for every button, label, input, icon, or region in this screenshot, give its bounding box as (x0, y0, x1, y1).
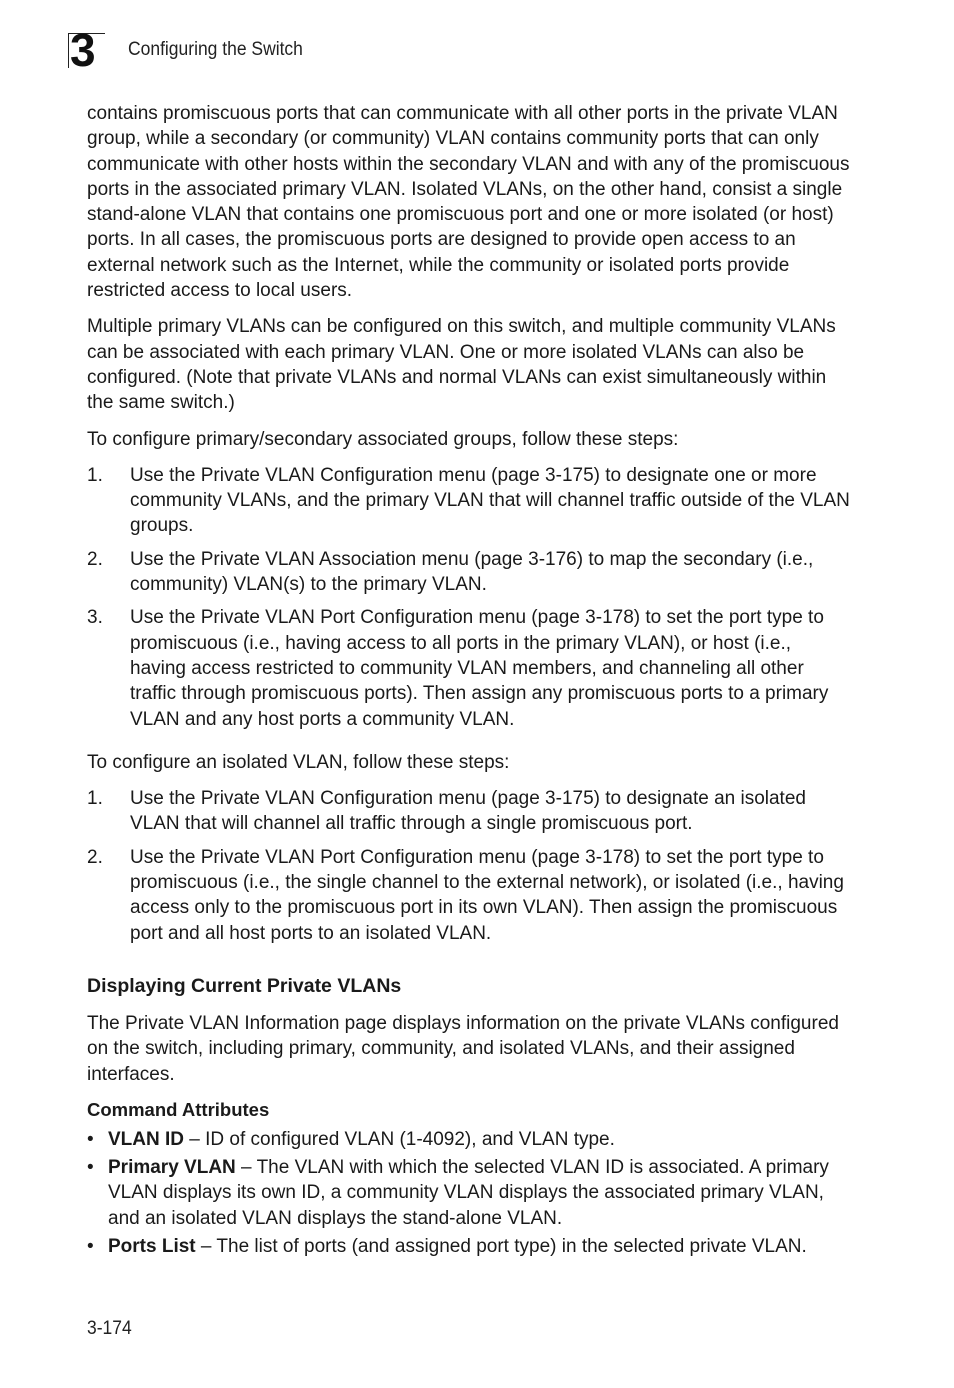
page-number: 3-174 (87, 1318, 132, 1339)
list-item (87, 1155, 852, 1231)
attribute-term: Primary VLAN (108, 1157, 236, 1179)
step-text: Use the Private VLAN Port Configuration menu (page 3-178) to set the port type to promiscuous (i.e., having access to all ports in the primary VLAN), or host (i.e., having access restricted to community VLAN members, and channeling all other traffic through promiscuous ports). Then assign any promiscuous ports to a primary VLAN and any host ports a community VLAN. (130, 607, 829, 730)
multiple-vlans-paragraph: Multiple primary VLANs can be configured on this switch, and multiple community VLANs can be associated with each primary VLAN. One or more isolated VLANs can also be configured. (Note that private VLANs and normal VLANs can exist simultaneously within the same switch.) (87, 316, 836, 414)
step-number: 2. (87, 846, 103, 868)
list-item (87, 1127, 852, 1152)
bullet-icon: • (87, 1235, 94, 1257)
running-title: Configuring the Switch (128, 39, 303, 60)
primary-steps-list (87, 463, 852, 732)
list-item (87, 786, 852, 837)
chapter-number: 3 (70, 24, 96, 76)
step-text: Use the Private VLAN Association menu (page 3-176) to map the secondary (i.e., community) VLAN(s) to the primary VLAN. (130, 548, 814, 596)
section-title: Displaying Current Private VLANs (87, 974, 402, 997)
section-description: The Private VLAN Information page displays information on the private VLANs configured on the switch, including primary, community, and isolated VLANs, and their assigned interfaces. (87, 1012, 839, 1085)
step-number: 2. (87, 548, 103, 570)
intro-paragraph: contains promiscuous ports that can communicate with all other ports in the private VLAN group, while a secondary (or community) VLAN contains community ports that can only communicate with other hosts within the secondary VLAN and with any of the promiscuous ports in the associated primary VLAN. Isolated VLANs, on the other hand, consist a single stand-alone VLAN that contains one promiscuous port and one or more isolated (or host) ports. In all cases, the promiscuous ports are designed to provide open access to an external network such as the Internet, while the community or isolated ports provide restricted access to local users. (87, 103, 850, 302)
attribute-term: VLAN ID (108, 1128, 184, 1150)
list-item (87, 463, 852, 539)
attribute-desc: – The list of ports (and assigned port type) in the selected private VLAN. (195, 1235, 807, 1257)
attribute-desc: – ID of configured VLAN (1-4092), and VLAN type. (184, 1128, 615, 1150)
page-body (87, 101, 852, 1262)
step-text: Use the Private VLAN Port Configuration menu (page 3-178) to set the port type to promiscuous (i.e., the single channel to the external network), or isolated (i.e., having access only to the promiscuous port in its own VLAN). Then assign the promiscuous port and all host ports to an isolated VLAN. (130, 846, 844, 944)
isolated-steps-intro: To configure an isolated VLAN, follow these steps: (87, 751, 510, 773)
step-text: Use the Private VLAN Configuration menu (page 3-175) to designate an isolated VLAN that will channel all traffic through a single promiscuous port. (130, 788, 806, 835)
bullet-icon: • (87, 1128, 94, 1150)
attribute-desc: – The VLAN with which the selected VLAN ID is associated. A primary VLAN displays its own ID, a community VLAN displays the associated primary VLAN, and an isolated VLAN displays the stand-alone VLAN. (108, 1157, 829, 1229)
command-attributes-heading: Command Attributes (87, 1098, 270, 1120)
isolated-steps-list (87, 786, 852, 946)
step-number: 3. (87, 607, 103, 629)
step-text: Use the Private VLAN Configuration menu (page 3-175) to designate one or more community VLANs, and the primary VLAN that will channel traffic outside of the VLAN groups. (130, 464, 850, 537)
list-item (87, 605, 852, 731)
attribute-term: Ports List (108, 1235, 196, 1257)
step-number: 1. (87, 788, 103, 810)
step-number: 1. (87, 464, 103, 486)
list-item (87, 845, 852, 946)
attributes-list (87, 1127, 852, 1259)
primary-steps-intro: To configure primary/secondary associated groups, follow these steps: (87, 428, 679, 450)
list-item (87, 547, 852, 598)
list-item (87, 1234, 852, 1259)
bullet-icon: • (87, 1157, 94, 1179)
